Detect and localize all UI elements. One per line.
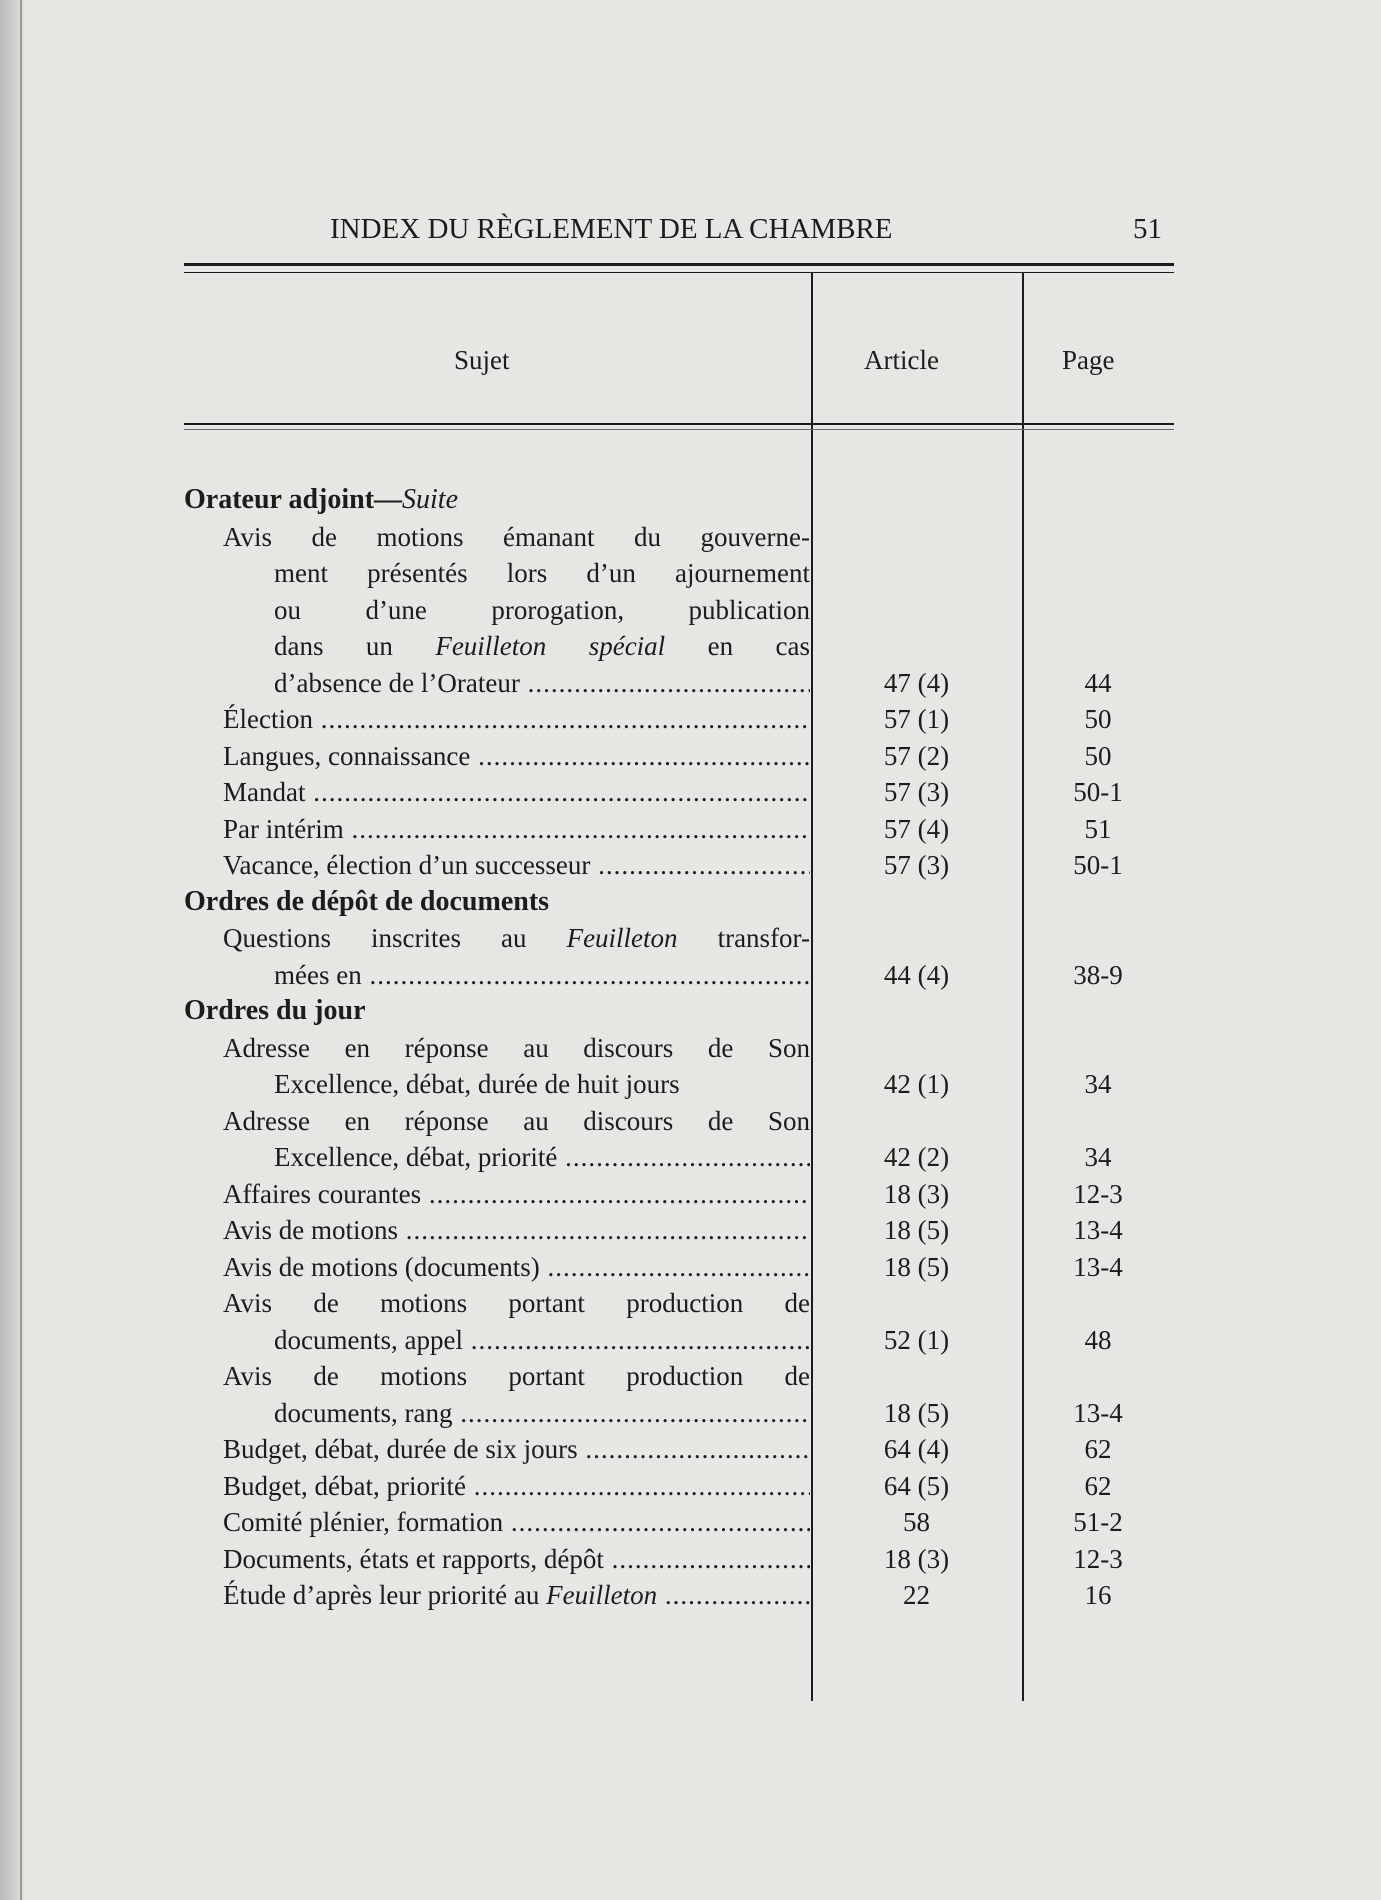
entry-article: 64 (4) (883, 1434, 950, 1464)
index-entry-line (184, 1504, 1174, 1541)
column-header-rule (184, 423, 1174, 425)
entry-article: 57 (1) (883, 704, 950, 734)
entry-text: Budget, débat, priorité ..... (223, 1468, 810, 1505)
column-header-page: Page (1062, 345, 1115, 375)
entry-page: 51-2 (1073, 1507, 1123, 1537)
column-header-subject: Sujet (454, 345, 510, 375)
entry-article: 42 (2) (883, 1142, 950, 1172)
entry-article: 44 (4) (883, 959, 950, 990)
index-entry-line (184, 1139, 1174, 1176)
entry-text: Mandat ..... (223, 774, 810, 811)
entry-article: 18 (3) (883, 1543, 950, 1574)
heading-text: Orateur adjoint—Suite (184, 484, 459, 515)
entry-article: 22 (903, 1580, 930, 1610)
heading-text: Ordres de dépôt de documents (184, 885, 550, 917)
page-number: 51 (1133, 213, 1162, 245)
index-page (184, 205, 1174, 1610)
entry-page: 13-4 (1073, 1397, 1123, 1428)
index-entry-line (184, 1395, 1174, 1432)
entry-text: Adresse en réponse au discours de Son (223, 1105, 810, 1136)
entry-article: 47 (4) (883, 667, 950, 698)
entry-text: Excellence, débat, durée de huit jours (274, 1069, 680, 1099)
entry-text: Étude d’après leur priorité au Feuilleton ..... (223, 1577, 810, 1614)
entry-article: 42 (1) (883, 1069, 950, 1099)
entry-text: dans un Feuilleton spécial en cas (274, 631, 810, 661)
index-heading (184, 993, 1174, 1030)
entry-text: Par intérim ..... (223, 811, 810, 848)
entry-page: 48 (1084, 1324, 1112, 1355)
entry-page: 50 (1084, 704, 1112, 734)
index-entry-line (184, 1212, 1174, 1249)
index-entry-line (184, 1285, 1174, 1322)
index-entry-line (184, 1249, 1174, 1286)
index-entry-line (184, 701, 1174, 738)
index-entry-line (184, 774, 1174, 811)
index-heading (184, 884, 1174, 921)
entry-text: Affaires courantes ..... (223, 1176, 810, 1213)
entry-article: 58 (903, 1507, 930, 1537)
index-heading (184, 482, 1174, 519)
entry-text: mées en ..... (274, 957, 810, 994)
entry-page: 62 (1084, 1434, 1112, 1464)
entry-page: 12-3 (1073, 1178, 1123, 1209)
index-entry-line (184, 957, 1174, 994)
entry-page: 50-1 (1073, 777, 1123, 807)
entry-page: 44 (1084, 667, 1112, 698)
entry-article: 18 (5) (883, 1251, 950, 1282)
index-entry-line (184, 1322, 1174, 1359)
index-entries (184, 482, 1174, 1614)
index-entry-line (184, 1066, 1174, 1103)
entry-text: Excellence, débat, priorité ..... (274, 1139, 810, 1176)
entry-text: Comité plénier, formation ..... (223, 1504, 810, 1541)
entry-text: ment présentés lors d’un ajournement (274, 558, 810, 588)
entry-article: 18 (5) (883, 1397, 950, 1428)
header-rule-thin (184, 272, 1174, 273)
entry-text: Adresse en réponse au discours de Son (223, 1032, 810, 1063)
entry-page: 16 (1084, 1580, 1112, 1610)
index-entry-line (184, 628, 1174, 665)
index-entry-line (184, 738, 1174, 775)
entry-page: 62 (1084, 1470, 1112, 1501)
entry-text: Budget, débat, durée de six jours ..... (223, 1431, 810, 1468)
index-entry-line (184, 1431, 1174, 1468)
entry-article: 64 (5) (883, 1470, 950, 1501)
entry-text: documents, rang ..... (274, 1395, 810, 1432)
column-header-article: Article (864, 345, 939, 375)
entry-page: 38-9 (1073, 959, 1123, 990)
entry-page: 34 (1084, 1142, 1112, 1172)
entry-page: 12-3 (1073, 1543, 1123, 1574)
entry-text: d’absence de l’Orateur ..... (274, 665, 810, 702)
entry-page: 13-4 (1073, 1215, 1123, 1245)
index-entry-line (184, 1468, 1174, 1505)
index-entry-line (184, 555, 1174, 592)
entry-page: 50-1 (1073, 850, 1123, 880)
index-entry-line (184, 1358, 1174, 1395)
entry-article: 57 (3) (883, 777, 950, 807)
entry-text: Avis de motions (documents) ..... (223, 1249, 810, 1286)
entry-text: Avis de motions portant production de (223, 1361, 810, 1391)
entry-text: Vacance, élection d’un successeur ..... (223, 847, 810, 884)
entry-text: Avis de motions portant production de (223, 1288, 810, 1318)
entry-text: Documents, états et rapports, dépôt ..... (223, 1541, 810, 1578)
entry-text: ou d’une prorogation, publication (274, 594, 810, 625)
header-rule-thick (184, 263, 1174, 266)
index-entry-line (184, 1103, 1174, 1140)
running-head-title: INDEX DU RÈGLEMENT DE LA CHAMBRE (330, 213, 893, 245)
entry-text: Langues, connaissance ..... (223, 738, 810, 775)
index-entry-line (184, 1577, 1174, 1614)
entry-article: 18 (5) (883, 1215, 950, 1245)
book-spine-shadow (0, 0, 26, 1900)
entry-text: Avis de motions ..... (223, 1212, 810, 1249)
entry-text: Élection ..... (223, 701, 810, 738)
book-gutter-line (20, 0, 22, 1900)
entry-text: Questions inscrites au Feuilleton transfor- (223, 923, 810, 953)
entry-article: 57 (2) (883, 740, 950, 771)
index-entry-line (184, 1030, 1174, 1067)
index-entry-line (184, 847, 1174, 884)
index-entry-line (184, 519, 1174, 556)
column-header-rule-secondary (184, 429, 1174, 430)
entry-page: 51 (1084, 813, 1112, 844)
index-entry-line (184, 665, 1174, 702)
entry-page: 13-4 (1073, 1251, 1123, 1282)
index-entry-line (184, 1541, 1174, 1578)
entry-article: 57 (3) (883, 850, 950, 880)
entry-article: 57 (4) (883, 813, 950, 844)
entry-page: 34 (1084, 1069, 1112, 1099)
entry-article: 18 (3) (883, 1178, 950, 1209)
heading-text: Ordres du jour (184, 995, 366, 1026)
entry-page: 50 (1084, 740, 1112, 771)
entry-article: 52 (1) (883, 1324, 950, 1355)
running-head (184, 205, 1174, 245)
index-entry-line (184, 811, 1174, 848)
entry-text: Avis de motions émanant du gouverne- (223, 521, 810, 552)
index-entry-line (184, 1176, 1174, 1213)
index-entry-line (184, 592, 1174, 629)
entry-text: documents, appel ..... (274, 1322, 810, 1359)
index-entry-line (184, 920, 1174, 957)
